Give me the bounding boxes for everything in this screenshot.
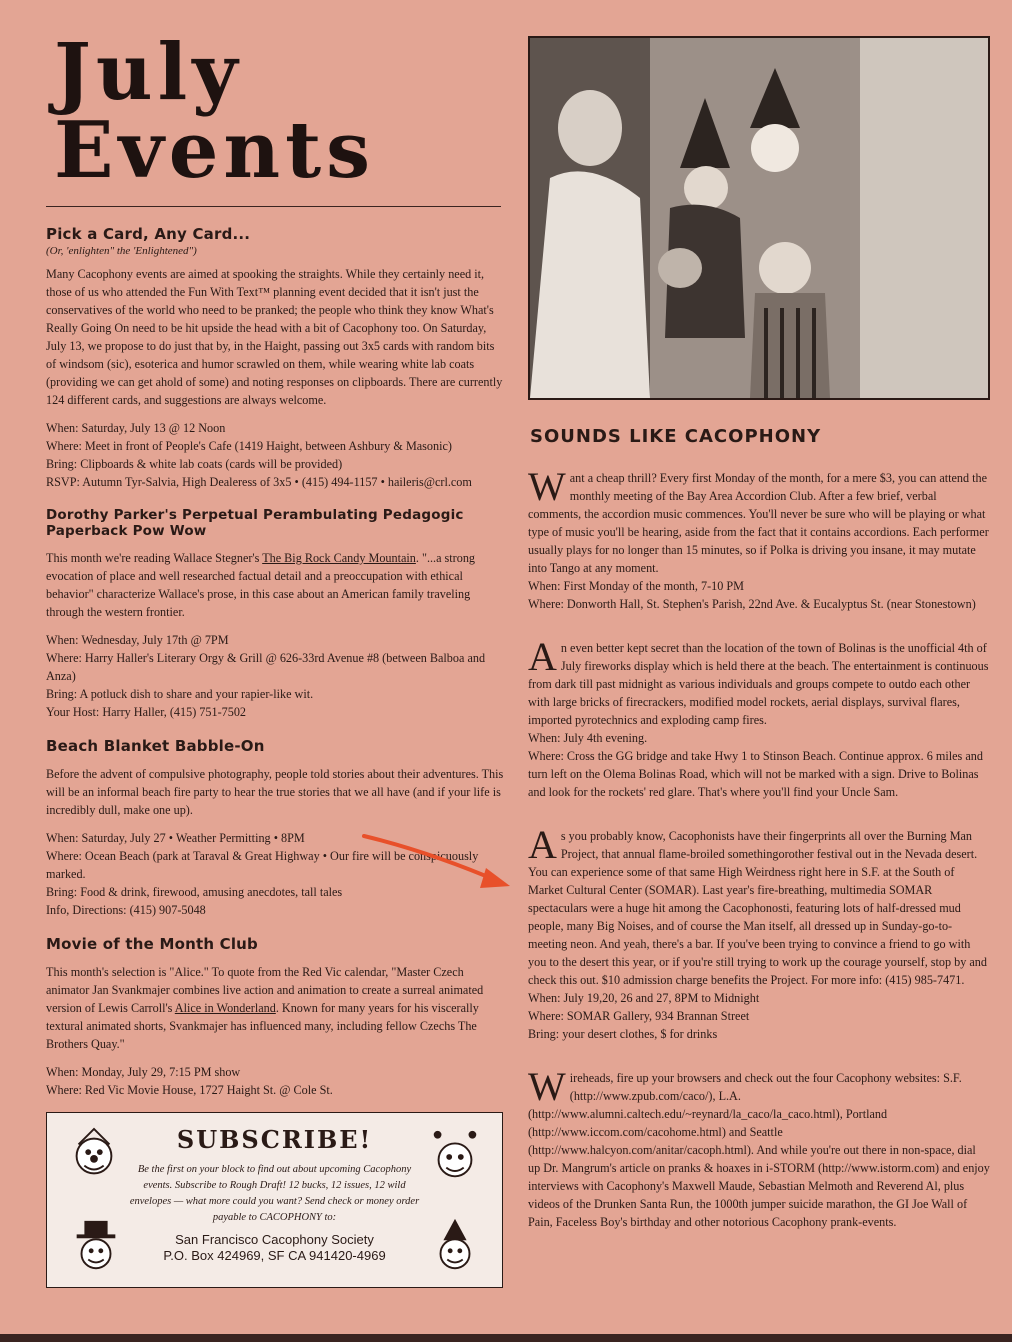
detail-when: When: Monday, July 29, 7:15 PM show (46, 1065, 241, 1079)
detail-when: When: July 19,20, 26 and 27, 8PM to Midnight (528, 991, 760, 1005)
detail-info: Info, Directions: (415) 907-5048 (46, 903, 206, 917)
vintage-photo (528, 36, 990, 400)
left-column (46, 28, 506, 1115)
article-paragraph (528, 634, 990, 801)
detail-where: Where: Cross the GG bridge and take Hwy 1 to Stinson Beach. Continue approx. 6 miles and turn left on the Olema Bolinas Road, which will not be marked with a sign. Drive to Bolinas and look for the rockets' red glare. That's where you'll find your Uncle Sam. (528, 749, 983, 799)
book-title: The Big Rock Candy Mountain (262, 551, 416, 565)
body-text: . Known for many years for his viscerally textural animated shorts, Svankmajer has influenced many, including fellow Czechs The Brothers Quay." (46, 1001, 479, 1051)
detail-when: When: Saturday, July 13 @ 12 Noon (46, 421, 226, 435)
detail-where: Where: Red Vic Movie House, 1727 Haight St. @ Cole St. (46, 1083, 333, 1097)
detail-when: When: Saturday, July 27 • Weather Permitting • 8PM (46, 831, 305, 845)
event-details (46, 419, 506, 491)
event-title: Pick a Card, Any Card... (46, 225, 251, 243)
section-heading: SOUNDS LIKE CACOPHONY (530, 426, 822, 447)
paragraph-text: s you probably know, Cacophonists have their fingerprints all over the Burning Man Project, that annual flame-broiled somethingorother festival out in the Nevada desert. You can experience some of that same High Weirdness right here in S.F. at the South of Market Cultural Center (SOMAR). Last year's fire-breathing, multimedia SOMAR spectaculars were a huge hit among the Cacophonosti, featuring lots of half-dressed mud people, many Big Noises, and of course the Man itself, all dressed up in Sunday-go-to-meeting neon. And yeah, there's a bar. If you've been trying to convince a friend to go with you to the desert this year, or if you're still trying to work up the courage yourself, stop by and check this out. $10 admission charge benefits the Project. For more info: (415) 985-7471. (528, 829, 987, 987)
event-pick-a-card (46, 225, 506, 491)
masthead-divider (46, 206, 501, 207)
event-details (46, 631, 506, 721)
event-details (46, 1063, 506, 1099)
address-line: P.O. Box 424969, SF CA 941420-4969 (163, 1248, 386, 1263)
event-body: Many Cacophony events are aimed at spooking the straights. While they certainly need it, those of us who attended the Fun With Text™ planning event decided that it isn't just the conservatives of the world who need to be pranked; the people who think they know What's Really Going On need to be hit upside the head with a bit of Cacophony too. On Saturday, July 13, we propose to do just that by, in the Haight, passing out 3x5 cards with random bits of windsom (sic), esoterica and humor scrawled on them, while wearing white lab coats (providing we can get ahold of some) and noting responses on clipboards. There are currently 124 different cards, and suggestions are always welcome. (46, 267, 503, 407)
address-line: San Francisco Cacophony Society (175, 1232, 374, 1247)
subscribe-text: Be the first on your block to find out about upcoming Cacophony events. Subscribe to Rough Draft! 12 bucks, 12 issues, 12 wild envelopes — what more could you want? Send check or money order payable to CACOPHONY to: (129, 1164, 420, 1223)
page-bottom-edge (0, 1334, 1012, 1342)
drop-cap: W (528, 1064, 566, 1109)
pointer-arrow-icon (360, 832, 520, 892)
event-body (46, 963, 506, 1053)
drop-cap: W (528, 464, 566, 509)
detail-bring: Bring: your desert clothes, $ for drinks (528, 1027, 718, 1041)
masthead-title: July Events (54, 27, 376, 196)
subscribe-title: SUBSCRIBE! (176, 1125, 373, 1154)
cone-hat-clown-icon (426, 1217, 484, 1275)
event-title: Beach Blanket Babble-On (46, 737, 265, 755)
detail-when: When: July 4th evening. (528, 731, 648, 745)
book-title: Alice in Wonderland (174, 1001, 276, 1015)
event-subtitle: (Or, 'enlighten" the 'Enlightened") (46, 245, 197, 257)
juggling-clown-icon (426, 1127, 484, 1185)
event-title: Movie of the Month Club (46, 935, 258, 953)
drop-cap: A (528, 822, 557, 867)
event-movie-club (46, 935, 506, 1099)
right-column (528, 36, 990, 1257)
event-book-club (46, 507, 506, 721)
detail-when: When: Wednesday, July 17th @ 7PM (46, 633, 229, 647)
paragraph-text: n even better kept secret than the location of the town of Bolinas is the unofficial 4th of July fireworks display which is held there at the beach. The entertainment is continuous from dark till past midnight as various individuals and groups compete to outdo each other with large bricks of firecrackers, modified model rockets, aerial displays, survival flares, imported pyrotechnics and exploding camp fires. (528, 641, 989, 727)
detail-where: Where: SOMAR Gallery, 934 Brannan Street (528, 1009, 750, 1023)
event-body (46, 549, 506, 621)
paragraph-text: ireheads, fire up your browsers and check out the four Cacophony websites: S.F. (http://www.zpub.com/caco/), L.A. (http://www.alumni.caltech.edu/~reynard/la_caco/la_caco.html), Portland (http://www.iccom.com/cacohome.html) and Seattle (http://www.halcyon.com/anitar/cacoph.html). And while you're out there in non-space, dial up Dr. Mangrum's article on pranks & hoaxes in i-STORM (http://www.istorm.com) and enjoy interviews with Cacophony's Maxwell Maude, Sebastian Melmoth and Reverend Al, plus videos of the Drunken Santa Run, the 1000th jumper suicide marathon, the GI Joe Wall of Pain, Faceless Boy's birthday and other notorious Cacophony prank-events. (528, 1071, 990, 1229)
detail-bring: Bring: A potluck dish to share and your rapier-like wit. (46, 687, 314, 701)
article-paragraph (528, 464, 990, 613)
detail-where: Where: Donworth Hall, St. Stephen's Parish, 22nd Ave. & Eucalyptus St. (near Stonestown) (528, 597, 976, 611)
body-text: This month's selection is "Alice." To quote from the Red Vic calendar, "Master Czech animator Jan Svankmajer combines live action and animation to create a surreal animated version of Lewis Carroll's (46, 965, 484, 1015)
clown-icon (65, 1127, 123, 1185)
detail-rsvp: RSVP: Autumn Tyr-Salvia, High Dealeress of 3x5 • (415) 494-1157 • haileris@crl.com (46, 475, 472, 489)
article-paragraph (528, 1064, 990, 1231)
detail-host: Your Host: Harry Haller, (415) 751-7502 (46, 705, 247, 719)
detail-where: Where: Meet in front of People's Cafe (1419 Haight, between Ashbury & Masonic) (46, 439, 452, 453)
event-body: Before the advent of compulsive photography, people told stories about their adventures. This will be an informal beach fire party to hear the true stories that we all have (and if your life is incredibly dull, make one up). (46, 767, 504, 817)
drop-cap: A (528, 634, 557, 679)
detail-where: Where: Harry Haller's Literary Orgy & Grill @ 626-33rd Avenue #8 (between Balboa and Anza) (46, 651, 486, 683)
detail-bring: Bring: Clipboards & white lab coats (cards will be provided) (46, 457, 343, 471)
subscribe-box (46, 1112, 503, 1288)
body-text: This month we're reading Wallace Stegner's (46, 551, 263, 565)
event-title: Dorothy Parker's Perpetual Perambulating Pedagogic Paperback Pow Wow (46, 507, 464, 539)
detail-bring: Bring: Food & drink, firewood, amusing anecdotes, tall tales (46, 885, 343, 899)
paragraph-text: ant a cheap thrill? Every first Monday of the month, for a mere $3, you can attend the monthly meeting of the Bay Area Accordion Club. After a few brief, verbal comments, the accordion music commences. You'll never be sure who will be playing or what type of music you'll be hearing, aside from the fact that it contains accordions. Each performer usually plays for no longer than 15 minutes, so if Polka is driving you insane, it may mutate into Tango at any moment. (528, 471, 989, 575)
children-in-costume-photo (530, 38, 988, 398)
detail-where: Where: Ocean Beach (park at Taraval & Great Highway • Our fire will be conspicuously marked. (46, 849, 479, 881)
article-paragraph (528, 822, 990, 1043)
top-hat-clown-icon (67, 1217, 125, 1275)
detail-when: When: First Monday of the month, 7-10 PM (528, 579, 744, 593)
body-text: . "...a strong evocation of place and well researched factual detail and a preoccupation with ethical behavior" characterize Wallace's prose, in this case about an American family traveling through the western frontier. (46, 551, 476, 619)
